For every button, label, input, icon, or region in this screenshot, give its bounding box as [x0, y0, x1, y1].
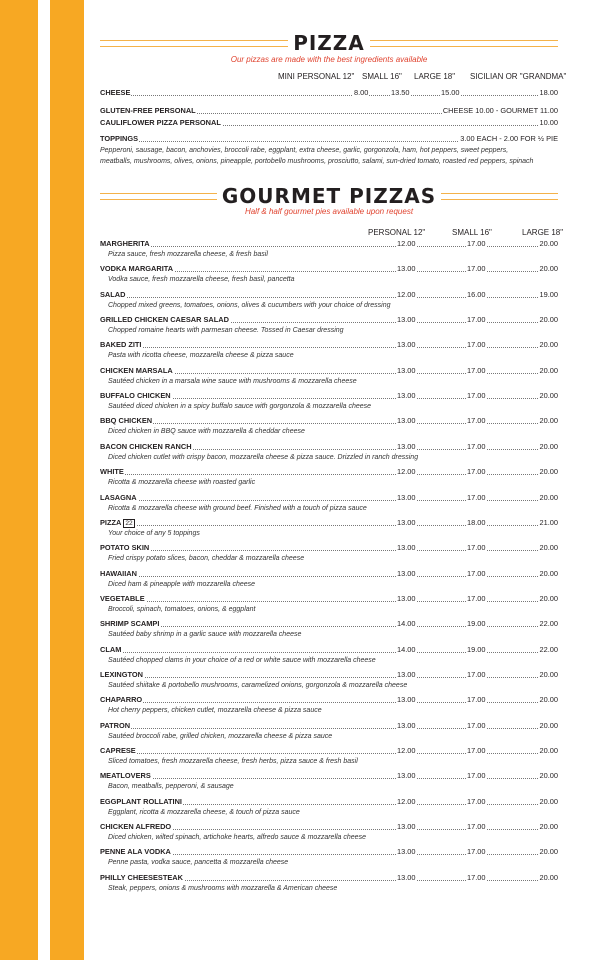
- gourmet-item-personal-price: 13.00: [397, 771, 416, 780]
- gourmet-item-name: POTATO SKIN: [100, 543, 150, 552]
- gourmet-item-personal-price: 13.00: [397, 366, 416, 375]
- gourmet-item-row: [100, 721, 558, 732]
- gourmet-item-row: [100, 619, 558, 630]
- gourmet-item-large-price: 20.00: [539, 366, 558, 375]
- gourmet-item-small-price: 17.00: [467, 569, 486, 578]
- gourmet-item-personal-price: 12.00: [397, 290, 416, 299]
- gourmet-item-row: [100, 416, 558, 427]
- gourmet-item-name: HAWAIIAN: [100, 569, 137, 578]
- gourmet-item-row: [100, 594, 558, 605]
- gourmet-item-description: Chopped mixed greens, tomatoes, onions, olives & cucumbers with your choice of dressing: [108, 302, 391, 309]
- header-sicilian: SICILIAN OR "GRANDMA": [470, 72, 567, 81]
- gourmet-item-large-price: 20.00: [539, 391, 558, 400]
- gourmet-item-large-price: 20.00: [539, 847, 558, 856]
- gourmet-item-small-price: 17.00: [467, 594, 486, 603]
- gourmet-item-personal-price: 14.00: [397, 619, 416, 628]
- gourmet-item-large-price: 20.00: [539, 822, 558, 831]
- gourmet-item-large-price: 20.00: [539, 670, 558, 679]
- gourmet-item-personal-price: 13.00: [397, 721, 416, 730]
- title-rule-left: [100, 193, 217, 200]
- gourmet-item-description: Steak, peppers, onions & mushrooms with mozzarella & American cheese: [108, 885, 338, 892]
- gourmet-item-row: [100, 797, 558, 808]
- gourmet-item-description: Penne pasta, vodka sauce, pancetta & mozzarella cheese: [108, 859, 289, 866]
- gourmet-item-large-price: 20.00: [539, 442, 558, 451]
- gourmet-item-personal-price: 13.00: [397, 670, 416, 679]
- gourmet-item-large-price: 22.00: [539, 645, 558, 654]
- gourmet-item-personal-price: 13.00: [397, 822, 416, 831]
- gourmet-item-description: Your choice of any 5 toppings: [108, 530, 200, 537]
- gourmet-item-personal-price: 13.00: [397, 569, 416, 578]
- gourmet-item-personal-price: 12.00: [397, 239, 416, 248]
- gourmet-item-small-price: 17.00: [467, 442, 486, 451]
- gourmet-item-large-price: 20.00: [539, 467, 558, 476]
- gourmet-item-large-price: 20.00: [539, 746, 558, 755]
- title-rule-right: [370, 40, 558, 47]
- gourmet-item-personal-price: 12.00: [397, 746, 416, 755]
- gourmet-item-name: PHILLY CHEESESTEAK: [100, 873, 183, 882]
- gourmet-item-large-price: 22.00: [539, 619, 558, 628]
- gourmet-item-small-price: 17.00: [467, 670, 486, 679]
- title-rule-right: [441, 193, 558, 200]
- gourmet-item-name: VEGETABLE: [100, 594, 145, 603]
- gourmet-item-personal-price: 13.00: [397, 873, 416, 882]
- cheese-sicilian-price: 18.00: [539, 88, 558, 97]
- gourmet-item-small-price: 17.00: [467, 366, 486, 375]
- gourmet-item-name: VODKA MARGARITA: [100, 264, 174, 273]
- gourmet-item-name: MARGHERITA: [100, 239, 150, 248]
- gourmet-item-name: BBQ CHICKEN: [100, 416, 153, 425]
- gourmet-item-description: Ricotta & mozzarella cheese with ground beef. Finished with a touch of pizza sauce: [108, 505, 367, 512]
- gourmet-item-large-price: 20.00: [539, 264, 558, 273]
- gourmet-item-description: Sliced tomatoes, fresh mozzarella cheese, fresh herbs, pizza sauce & fresh basil: [108, 758, 358, 765]
- gourmet-item-personal-price: 13.00: [397, 847, 416, 856]
- gourmet-item-small-price: 17.00: [467, 746, 486, 755]
- cheese-row: [100, 88, 558, 99]
- gourmet-item-badge: 22: [125, 520, 133, 527]
- gourmet-item-description: Fried crispy potato slices, bacon, cheddar & mozzarella cheese: [108, 555, 305, 562]
- header-personal: PERSONAL 12": [368, 228, 426, 237]
- gluten-free-price: CHEESE 10.00 - GOURMET 11.00: [442, 106, 558, 115]
- gourmet-item-personal-price: 12.00: [397, 467, 416, 476]
- cheese-large-price: 15.00: [441, 88, 460, 97]
- gourmet-item-row: [100, 366, 558, 377]
- gourmet-item-description: Sautéed baby shrimp in a garlic sauce with mozzarella cheese: [108, 631, 302, 638]
- gourmet-item-description: Ricotta & mozzarella cheese with roasted garlic: [108, 479, 256, 486]
- gourmet-item-name: MEATLOVERS: [100, 771, 151, 780]
- gourmet-item-description: Hot cherry peppers, chicken cutlet, mozzarella cheese & pizza sauce: [108, 707, 322, 714]
- gourmet-item-description: Chopped romaine hearts with parmesan cheese. Tossed in Caesar dressing: [108, 327, 344, 334]
- gourmet-item-small-price: 17.00: [467, 721, 486, 730]
- gourmet-item-row: [100, 518, 558, 529]
- gourmet-item-description: Pasta with ricotta cheese, mozzarella cheese & pizza sauce: [108, 352, 294, 359]
- gourmet-item-small-price: 17.00: [467, 315, 486, 324]
- header-mini-personal: MINI PERSONAL 12": [278, 72, 355, 81]
- gourmet-item-small-price: 16.00: [467, 290, 486, 299]
- gourmet-item-name: SHRIMP SCAMPI: [100, 619, 160, 628]
- gourmet-item-row: [100, 645, 558, 656]
- toppings-name: TOPPINGS: [100, 134, 139, 143]
- pizza-subtitle: Our pizzas are made with the best ingredients available: [230, 55, 428, 64]
- gourmet-subtitle: Half & half gourmet pies available upon request: [244, 207, 414, 216]
- gourmet-item-name: LEXINGTON: [100, 670, 143, 679]
- gourmet-item-row: [100, 239, 558, 250]
- gourmet-item-small-price: 18.00: [467, 518, 486, 527]
- gourmet-item-row: [100, 670, 558, 681]
- gourmet-item-description: Diced ham & pineapple with mozzarella cheese: [108, 581, 256, 588]
- gourmet-item-row: [100, 746, 558, 757]
- gourmet-item-small-price: 17.00: [467, 822, 486, 831]
- gourmet-item-description: Sautéed diced chicken in a spicy buffalo sauce with gorgonzola & mozzarella cheese: [108, 403, 372, 410]
- gourmet-item-name: WHITE: [100, 467, 124, 476]
- header-small: SMALL 16": [452, 228, 492, 237]
- gourmet-item-personal-price: 13.00: [397, 543, 416, 552]
- gourmet-item-large-price: 20.00: [539, 594, 558, 603]
- cheese-small-price: 13.50: [391, 88, 410, 97]
- gourmet-item-small-price: 17.00: [467, 771, 486, 780]
- gourmet-item-name: EGGPLANT ROLLATINI: [100, 797, 182, 806]
- gourmet-item-personal-price: 13.00: [397, 518, 416, 527]
- gourmet-item-personal-price: 13.00: [397, 340, 416, 349]
- gourmet-item-large-price: 20.00: [539, 416, 558, 425]
- gourmet-item-description: Sautéed shiitake & portobello mushrooms, caramelized onions, gorgonzola & mozzarella cheese: [108, 682, 408, 689]
- header-small: SMALL 16": [362, 72, 402, 81]
- gourmet-item-personal-price: 14.00: [397, 645, 416, 654]
- cheese-name: CHEESE: [100, 88, 131, 97]
- cauliflower-name: CAULIFLOWER PIZZA PERSONAL: [100, 118, 221, 127]
- gourmet-item-row: [100, 493, 558, 504]
- gourmet-item-name: LASAGNA: [100, 493, 137, 502]
- gourmet-item-large-price: 20.00: [539, 493, 558, 502]
- gourmet-item-name: SALAD: [100, 290, 126, 299]
- gourmet-item-row: [100, 771, 558, 782]
- gourmet-item-personal-price: 13.00: [397, 695, 416, 704]
- gourmet-item-small-price: 17.00: [467, 264, 486, 273]
- cauliflower-row: [100, 118, 558, 129]
- gourmet-item-description: Sautéed chicken in a marsala wine sauce with mushrooms & mozzarella cheese: [108, 378, 357, 385]
- gourmet-item-row: [100, 569, 558, 580]
- gourmet-item-small-price: 17.00: [467, 543, 486, 552]
- gourmet-item-small-price: 17.00: [467, 416, 486, 425]
- gourmet-item-large-price: 20.00: [539, 873, 558, 882]
- gourmet-item-large-price: 21.00: [539, 518, 558, 527]
- gourmet-item-row: [100, 391, 558, 402]
- gourmet-item-description: Pizza sauce, fresh mozzarella cheese, & fresh basil: [108, 251, 268, 258]
- header-large: LARGE 18": [522, 228, 564, 237]
- gluten-free-name: GLUTEN-FREE PERSONAL: [100, 106, 196, 115]
- gourmet-item-name: PENNE ALA VODKA: [100, 847, 171, 856]
- cauliflower-price: 10.00: [539, 118, 558, 127]
- gourmet-item-large-price: 20.00: [539, 315, 558, 324]
- gourmet-item-personal-price: 13.00: [397, 264, 416, 273]
- gourmet-item-small-price: 17.00: [467, 493, 486, 502]
- toppings-price: 3.00 EACH - 2.00 FOR ½ PIE: [460, 134, 558, 143]
- gourmet-item-row: [100, 467, 558, 478]
- gourmet-item-name: CLAM: [100, 645, 122, 654]
- cheese-mini-price: 8.00: [354, 88, 369, 97]
- gourmet-item-name: CHAPARRO: [100, 695, 143, 704]
- gourmet-item-name: PIZZA 22: [100, 518, 136, 528]
- gourmet-item-row: [100, 695, 558, 706]
- gourmet-item-row: [100, 543, 558, 554]
- gourmet-item-personal-price: 13.00: [397, 594, 416, 603]
- pizza-title: PIZZA: [293, 31, 365, 55]
- gourmet-item-description: Sautéed chopped clams in your choice of a red or white sauce with mozzarella cheese: [108, 657, 376, 664]
- gourmet-item-description: Eggplant, ricotta & mozzarella cheese, & touch of pizza sauce: [108, 809, 300, 816]
- gourmet-item-description: Diced chicken, wilted spinach, artichoke hearts, alfredo sauce & mozzarella cheese: [108, 834, 366, 841]
- gourmet-item-description: Diced chicken in BBQ sauce with mozzarella & cheddar cheese: [108, 428, 305, 435]
- gourmet-item-row: [100, 822, 558, 833]
- gourmet-item-name: CHICKEN ALFREDO: [100, 822, 172, 831]
- gourmet-item-row: [100, 873, 558, 884]
- gourmet-item-name: BACON CHICKEN RANCH: [100, 442, 192, 451]
- gourmet-title: GOURMET PIZZAS: [221, 184, 437, 208]
- gourmet-item-personal-price: 13.00: [397, 416, 416, 425]
- gourmet-item-description: Diced chicken cutlet with crispy bacon, mozzarella cheese & pizza sauce. Drizzled in ranch dressing: [108, 454, 419, 461]
- gourmet-item-large-price: 20.00: [539, 771, 558, 780]
- gourmet-item-name: CHICKEN MARSALA: [100, 366, 173, 375]
- gourmet-item-row: [100, 442, 558, 453]
- header-large: LARGE 18": [414, 72, 456, 81]
- gourmet-item-description: Vodka sauce, fresh mozzarella cheese, fresh basil, pancetta: [108, 276, 295, 283]
- gourmet-item-small-price: 17.00: [467, 391, 486, 400]
- gourmet-item-small-price: 19.00: [467, 619, 486, 628]
- gourmet-item-description: Sautéed broccoli rabe, grilled chicken, mozzarella cheese & pizza sauce: [108, 733, 333, 740]
- gourmet-item-small-price: 17.00: [467, 695, 486, 704]
- gourmet-item-small-price: 19.00: [467, 645, 486, 654]
- gourmet-item-personal-price: 13.00: [397, 442, 416, 451]
- gourmet-item-row: [100, 315, 558, 326]
- gourmet-item-small-price: 17.00: [467, 340, 486, 349]
- gourmet-item-large-price: 20.00: [539, 340, 558, 349]
- gourmet-item-row: [100, 340, 558, 351]
- gourmet-item-description: Broccoli, spinach, tomatoes, onions, & eggplant: [108, 606, 256, 613]
- gourmet-item-name: BAKED ZITI: [100, 340, 142, 349]
- left-stripe-inner: [50, 0, 84, 960]
- gourmet-item-large-price: 20.00: [539, 239, 558, 248]
- gourmet-item-name: CAPRESE: [100, 746, 136, 755]
- gourmet-item-small-price: 17.00: [467, 873, 486, 882]
- gourmet-item-large-price: 20.00: [539, 721, 558, 730]
- gourmet-item-large-price: 20.00: [539, 569, 558, 578]
- gourmet-item-large-price: 19.00: [539, 290, 558, 299]
- gourmet-item-large-price: 20.00: [539, 695, 558, 704]
- pizza-title-row: [100, 31, 558, 55]
- gourmet-item-personal-price: 13.00: [397, 315, 416, 324]
- gourmet-item-small-price: 17.00: [467, 847, 486, 856]
- gourmet-item-small-price: 17.00: [467, 239, 486, 248]
- gluten-free-row: [100, 106, 558, 117]
- toppings-row: [100, 134, 558, 145]
- left-stripe-outer: [0, 0, 38, 960]
- gourmet-item-row: [100, 847, 558, 858]
- gourmet-item-large-price: 20.00: [539, 543, 558, 552]
- gourmet-item-name: GRILLED CHICKEN CAESAR SALAD: [100, 315, 229, 324]
- gourmet-item-personal-price: 13.00: [397, 391, 416, 400]
- gourmet-item-personal-price: 12.00: [397, 797, 416, 806]
- gourmet-item-row: [100, 290, 558, 301]
- gourmet-item-small-price: 17.00: [467, 797, 486, 806]
- gourmet-item-name: PATRON: [100, 721, 131, 730]
- gourmet-item-personal-price: 13.00: [397, 493, 416, 502]
- gourmet-item-large-price: 20.00: [539, 797, 558, 806]
- gourmet-title-row: [100, 184, 558, 208]
- gourmet-item-name: BUFFALO CHICKEN: [100, 391, 171, 400]
- title-rule-left: [100, 40, 288, 47]
- gourmet-item-small-price: 17.00: [467, 467, 486, 476]
- toppings-list: Pepperoni, sausage, bacon, anchovies, broccoli rabe, eggplant, extra cheese, garlic, gorgonzola, ham, hot peppers, sweet peppers, meatballs, mushrooms, olives, onions, pineapple, portobello mushrooms, prosciutto, salami, sun-dried tomato, roasted red peppers, spinach: [100, 147, 534, 165]
- gourmet-item-description: Bacon, meatballs, pepperoni, & sausage: [108, 783, 234, 790]
- gourmet-item-row: [100, 264, 558, 275]
